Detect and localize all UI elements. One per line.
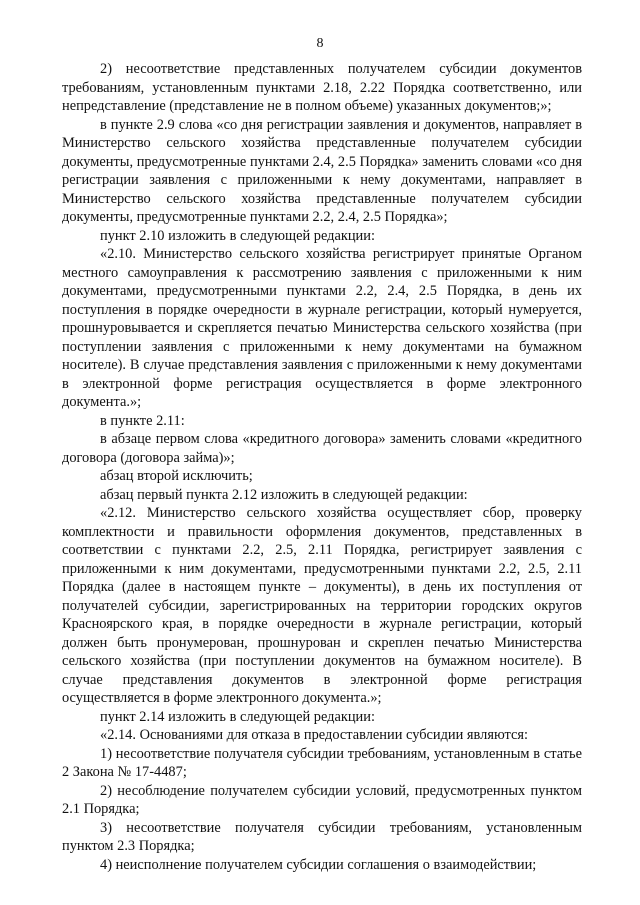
paragraph: пункт 2.14 изложить в следующей редакции:	[100, 708, 375, 725]
paragraph: «2.12. Министерство сельского хозяйства осуществляет сбор, проверку комплектности и правильности оформления документов, представленных в соответствии с пунктами 2.2, 2.5, 2.11 Порядка, регистрирует заявления с приложенными к ним документами, предусмотренными пунктами 2.2, 2.5, 2.11 Порядка (далее в настоящем пункте – документы), в день их поступления от получателей субсидии, зарегистрированных на территории городских округов Красноярского края, в порядке очередности в журнале регистрации, который должен быть пронумерован, прошнурован и скреплен печатью Министерства сельского хозяйства (при поступлении документов на бумажном носителе). В случае представления документов в электронной форме регистрация осуществляется в форме электронного документа.»;	[62, 505, 582, 706]
paragraph: абзац второй исключить;	[100, 468, 253, 484]
document-body	[62, 60, 582, 874]
paragraph: 2) несоответствие представленных получателем субсидии документов требованиям, установленным пунктами 2.18, 2.22 Порядка соответственно, или непредставление (представление не в полном объеме) указанных документов;»;	[62, 61, 582, 114]
paragraph: пункт 2.10 изложить в следующей редакции:	[100, 227, 375, 244]
paragraph: абзац первый пункта 2.12 изложить в следующей редакции:	[100, 486, 468, 503]
paragraph: «2.14. Основаниями для отказа в предоставлении субсидии являются:	[100, 727, 528, 743]
paragraph: в пункте 2.9 слова «со дня регистрации заявления и документов, направляет в Министерство сельского хозяйства представленные получателем субсидии документы, предусмотренные пунктами 2.4, 2.5 Порядка» заменить словами «со дня регистрации заявления с приложенными к нему документами, направляет в Министерство сельского хозяйства представленные получателем субсидии документы, предусмотренные пунктами 2.2, 2.4, 2.5 Порядка»;	[62, 116, 582, 225]
paragraph: 1) несоответствие получателя субсидии требованиям, установленным в статье 2 Закона № 17-4487;	[62, 745, 582, 780]
paragraph: 3) несоответствие получателя субсидии требованиям, установленным пунктом 2.3 Порядка;	[62, 819, 582, 854]
paragraph: «2.10. Министерство сельского хозяйства регистрирует принятые Органом местного самоуправления к рассмотрению заявления с приложенными к ним документами, предусмотренными пунктами 2.2, 2.4, 2.5 Порядка, в день их поступления в порядке очередности в журнале регистрации, который нумеруется, прошнуровывается и скрепляется печатью Министерства сельского хозяйства (при поступлении заявления с приложенными к нему документами на бумажном носителе). В случае представления заявления с приложенными к нему документами в электронной форме регистрация осуществляется в форме электронного документа.»;	[62, 246, 582, 410]
paragraph: в абзаце первом слова «кредитного договора» заменить словами «кредитного договора (договора займа)»;	[62, 431, 582, 466]
paragraph: 4) неисполнение получателем субсидии соглашения о взаимодействии;	[100, 856, 537, 873]
page-number: 8	[316, 36, 324, 51]
paragraph: 2) несоблюдение получателем субсидии условий, предусмотренных пунктом 2.1 Порядка;	[62, 782, 582, 817]
paragraph: в пункте 2.11:	[100, 412, 185, 429]
